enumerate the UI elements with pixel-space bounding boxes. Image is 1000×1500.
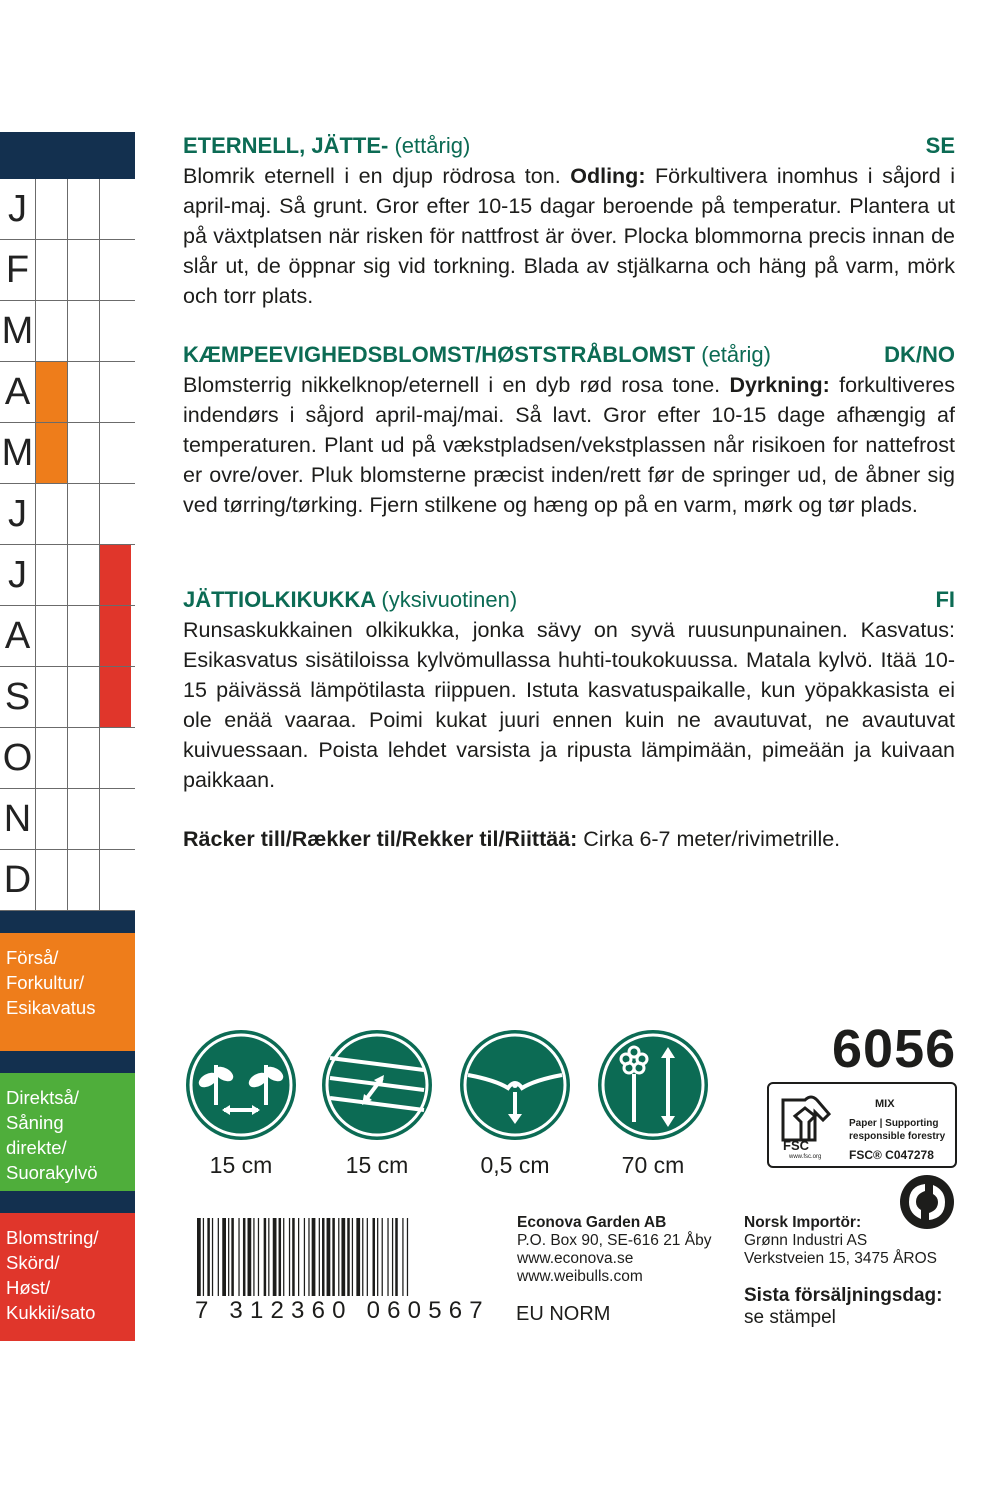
calendar-month-row — [0, 484, 135, 545]
barcode-bar — [279, 1218, 282, 1296]
fsc-logo-text: FSC — [783, 1138, 809, 1153]
barcode-bar — [231, 1218, 234, 1296]
plant-height-icon — [598, 1030, 708, 1140]
section-se-text-2: Förkultivera inomhus i såjord i april-maj. Så grunt. Gror efter 10-15 dagar beroende på temperatur. Plantera ut på växtplatsen när risken för nattfrost är över. Plocka blommorna precis innan de slår ut, de öppnar sig vid torkning. Blada av stjälkarna och häng på varm, mörk och torr plats. — [183, 164, 955, 308]
calendar-month-letter: J — [8, 554, 27, 596]
calendar-month-letter: A — [4, 371, 31, 413]
calendar-direct-cell — [67, 240, 99, 300]
calendar-month-letter: M — [1, 432, 34, 474]
barcode-bar — [248, 1218, 252, 1296]
calendar-month-letter: A — [4, 615, 31, 657]
importer-address — [744, 1214, 937, 1268]
barcode-bar — [322, 1218, 325, 1296]
calendar-direct-cell — [67, 179, 99, 239]
barcode-bar — [238, 1218, 239, 1296]
plant-spacing-icon — [186, 1030, 296, 1140]
calendar-month-letter: S — [4, 676, 31, 718]
calendar-month-row — [0, 240, 135, 301]
section-se-body — [183, 161, 955, 311]
fsc-line-1: Paper | Supporting — [849, 1118, 939, 1129]
row-spacing — [320, 1030, 434, 1179]
barcode-bar — [319, 1218, 320, 1296]
barcode-bar — [197, 1218, 201, 1296]
barcode-bar — [382, 1218, 383, 1296]
calendar-sow-cell — [35, 667, 67, 727]
calendar-footer-bar — [0, 911, 135, 933]
sell-by-value: se stämpel — [744, 1307, 836, 1328]
eu-norm: EU NORM — [516, 1303, 611, 1325]
calendar-direct-cell — [67, 301, 99, 361]
fsc-url: www.fsc.org — [789, 1154, 822, 1160]
calendar-sow-cell — [35, 789, 67, 849]
calendar-month-row — [0, 850, 135, 911]
calendar-month-row — [0, 789, 135, 850]
barcode-bar — [304, 1218, 305, 1296]
calendar-direct-cell — [67, 606, 99, 666]
calendar-month-letter: D — [3, 859, 32, 901]
section-se-lang: SE — [925, 133, 955, 158]
calendar-bloom-cell — [99, 789, 131, 849]
coverage-value: Cirka 6-7 meter/rivimetrille. — [577, 827, 841, 851]
barcode-bar — [347, 1218, 350, 1296]
sell-by-date — [744, 1285, 942, 1329]
calendar-month-letter: J — [8, 493, 27, 535]
section-dkno-body — [183, 370, 955, 520]
fsc-code: FSC® C047278 — [849, 1148, 934, 1162]
coverage-line — [183, 824, 955, 854]
calendar-sow-cell — [35, 179, 67, 239]
barcode-bar — [264, 1218, 267, 1296]
calendar-sow-cell — [35, 301, 67, 361]
calendar-legend-separator — [0, 1051, 135, 1073]
plant-height — [596, 1030, 710, 1179]
section-dkno-note: (etårig) — [701, 342, 771, 367]
barcode-bar — [243, 1218, 246, 1296]
section-se-note: (ettårig) — [394, 133, 471, 158]
barcode-bar — [258, 1218, 259, 1296]
calendar-legend-item: Blomstring/ Skörd/ Høst/ Kukkii/sato — [0, 1213, 135, 1341]
calendar-sow-cell — [35, 728, 67, 788]
calendar-direct-cell — [67, 545, 99, 605]
calendar-month-row — [0, 606, 135, 667]
calendar-sow-cell — [35, 362, 67, 422]
calendar-month-letter: N — [3, 798, 32, 840]
barcode-bar — [377, 1218, 378, 1296]
calendar-direct-cell — [67, 362, 99, 422]
barcode-bar — [356, 1218, 360, 1296]
calendar-sow-cell — [35, 545, 67, 605]
calendar-direct-cell — [67, 728, 99, 788]
calendar-bloom-cell — [99, 179, 131, 239]
section-se-heading — [183, 131, 955, 161]
barcode-bar — [218, 1218, 219, 1296]
sowing-calendar — [0, 132, 135, 1341]
company-address — [517, 1214, 711, 1286]
barcode-bar — [222, 1218, 226, 1296]
barcode-bar — [367, 1218, 368, 1296]
calendar-bloom-cell — [99, 728, 131, 788]
calendar-bloom-cell — [99, 606, 131, 666]
section-se-bold: Odling: — [570, 164, 646, 188]
barcode-bar — [253, 1218, 254, 1296]
calendar-legend-item: Förså/ Forkultur/ Esikavatus — [0, 933, 135, 1051]
calendar-month-letter: O — [2, 737, 33, 779]
calendar-month-letter: J — [8, 188, 27, 230]
calendar-bloom-cell — [99, 240, 131, 300]
section-fi-title: JÄTTIOLKIKUKKA — [183, 587, 376, 612]
barcode-bar — [308, 1218, 309, 1296]
section-dkno-title: KÆMPEEVIGHEDSBLOMST/HØSTSTRÅBLOMST — [183, 342, 696, 367]
importer-title: Norsk Importör: — [744, 1214, 862, 1231]
section-dkno-bold: Dyrkning: — [729, 373, 830, 397]
sell-by-label: Sista försäljningsdag: — [744, 1285, 943, 1306]
fsc-label — [767, 1082, 957, 1168]
calendar-month-row — [0, 179, 135, 240]
calendar-bloom-cell — [99, 301, 131, 361]
calendar-legend-item: Direktså/ Såning direkte/ Suorakylvö — [0, 1073, 135, 1191]
calendar-direct-cell — [67, 789, 99, 849]
sowing-depth — [458, 1030, 572, 1179]
calendar-sow-cell — [35, 240, 67, 300]
sowing-depth-label: 0,5 cm — [480, 1152, 550, 1178]
calendar-bloom-cell — [99, 423, 131, 483]
company-web-2: www.weibulls.com — [517, 1268, 643, 1285]
barcode-bar — [283, 1218, 284, 1296]
calendar-bloom-cell — [99, 362, 131, 422]
product-number: 6056 — [832, 1019, 957, 1079]
importer-name: Grønn Industri AS — [744, 1232, 868, 1249]
calendar-month-row — [0, 301, 135, 362]
section-dkno-heading — [183, 340, 955, 370]
section-fi — [183, 585, 955, 795]
importer-street: Verkstveien 15, 3475 ÅROS — [744, 1250, 938, 1267]
calendar-month-row — [0, 423, 135, 484]
calendar-bloom-cell — [99, 484, 131, 544]
section-fi-lang: FI — [935, 587, 955, 612]
calendar-month-letter: M — [1, 310, 34, 352]
barcode-bar — [352, 1218, 353, 1296]
calendar-sow-cell — [35, 423, 67, 483]
barcode-bar — [341, 1218, 345, 1296]
fsc-mix: MIX — [875, 1098, 895, 1110]
barcode-bar — [228, 1218, 229, 1296]
calendar-direct-cell — [67, 484, 99, 544]
section-se — [183, 131, 955, 311]
calendar-sow-cell — [35, 850, 67, 910]
barcode-bar — [273, 1218, 277, 1296]
calendar-direct-cell — [67, 850, 99, 910]
barcode-bar — [212, 1218, 213, 1296]
barcode-bar — [292, 1218, 295, 1296]
barcode-bar — [289, 1218, 290, 1296]
barcode-bar — [373, 1218, 376, 1296]
section-fi-body — [183, 615, 955, 795]
calendar-month-row — [0, 667, 135, 728]
barcode-bar — [395, 1218, 398, 1296]
calendar-direct-cell — [67, 423, 99, 483]
barcode-bar — [327, 1218, 331, 1296]
section-se-title: ETERNELL, JÄTTE- — [183, 133, 389, 158]
calendar-sow-cell — [35, 484, 67, 544]
barcode-bar — [362, 1218, 363, 1296]
calendar-direct-cell — [67, 667, 99, 727]
calendar-header-bar — [0, 132, 135, 179]
section-se-text: Blomrik eternell i en djup rödrosa ton. — [183, 164, 571, 188]
calendar-sow-cell — [35, 606, 67, 666]
section-fi-note: (yksivuotinen) — [381, 587, 518, 612]
barcode-bar — [392, 1218, 393, 1296]
barcode-bar — [332, 1218, 335, 1296]
barcode-bar — [312, 1218, 316, 1296]
row-spacing-icon — [322, 1030, 432, 1140]
plant-spacing — [184, 1030, 298, 1179]
calendar-bloom-cell — [99, 850, 131, 910]
plant-height-label: 70 cm — [621, 1152, 685, 1178]
section-dkno-text: Blomsterrig nikkelknop/eternell i en dyb rød rosa tone. — [183, 373, 730, 397]
section-dkno-text-2: forkultiveres indendørs i såjord april-maj/mai. Så lavt. Gror efter 10-15 dage afhængig af temperaturen. Plant ud på vækstpladsen/vekstplassen når risikoen for nattefrost er ovre/over. Pluk blomsterne præcist inden/rett før de springer ud, de åbner sig ved tørring/tørking. Fjern stilkene og hæng op på en varm, mørk og tør plads. — [183, 373, 955, 517]
barcode-bar — [402, 1218, 403, 1296]
company-web-1: www.econova.se — [517, 1250, 634, 1267]
barcode-bar — [203, 1218, 204, 1296]
calendar-month-row — [0, 545, 135, 606]
section-fi-heading — [183, 585, 955, 615]
calendar-bloom-cell — [99, 545, 131, 605]
calendar-month-row — [0, 362, 135, 423]
section-dkno-lang: DK/NO — [884, 342, 955, 367]
sowing-depth-icon — [460, 1030, 570, 1140]
calendar-bloom-cell — [99, 667, 131, 727]
company-name: Econova Garden AB — [517, 1214, 667, 1231]
company-postal: P.O. Box 90, SE-616 21 Åby — [517, 1232, 712, 1249]
coverage-label: Räcker till/Rækker til/Rekker til/Riittää: — [183, 827, 578, 851]
barcode-bar — [407, 1218, 408, 1296]
calendar-legend-separator — [0, 1191, 135, 1213]
barcode-digits: 7 312360 060567 — [195, 1297, 490, 1324]
section-dkno — [183, 340, 955, 520]
barcode-bar — [338, 1218, 339, 1296]
fsc-line-2: responsible forestry — [849, 1131, 946, 1142]
barcode-bar — [207, 1218, 210, 1296]
barcode-bar — [298, 1218, 299, 1296]
barcode-bar — [268, 1218, 269, 1296]
barcode-bar — [387, 1218, 388, 1296]
calendar-month-row — [0, 728, 135, 789]
row-spacing-label: 15 cm — [345, 1152, 409, 1178]
plant-spacing-label: 15 cm — [209, 1152, 273, 1178]
section-fi-text: Runsaskukkainen olkikukka, jonka sävy on syvä ruusunpunainen. Kasvatus: Esikasvatus sisätiloissa kylvömullassa huhti-toukokuussa. Matala kylvö. Itää 10-15 päivässä lämpötilasta riippuen. Istuta kasvatuspaikalle, kun yöpakkasista ei ole enää vaaraa. Poimi kukat juuri ennen kuin ne avautuvat, ne avautuvat kuivuessaan. Poista lehdet varsista ja ripusta lämpimään, pimeään ja kuivaan paikkaan. — [183, 618, 955, 792]
calendar-month-letter: F — [5, 249, 30, 291]
